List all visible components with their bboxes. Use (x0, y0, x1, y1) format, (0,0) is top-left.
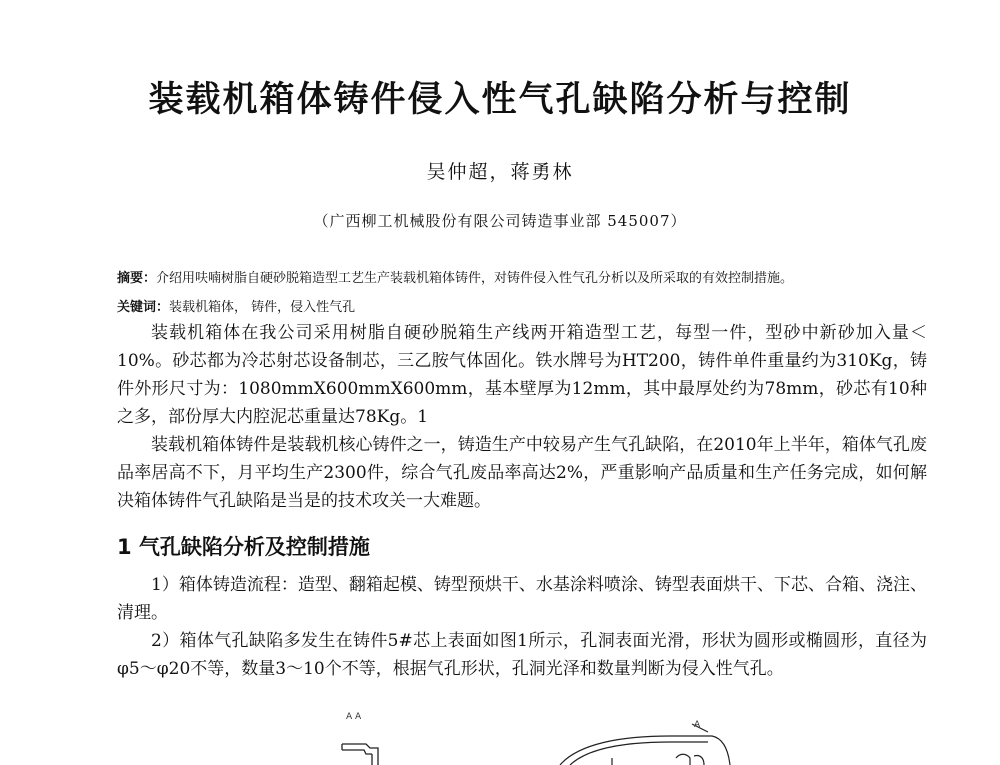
intro-body (117, 319, 927, 515)
part-sketch-right (560, 724, 730, 765)
list-item: 2）箱体气孔缺陷多发生在铸件5#芯上表面如图1所示，孔洞表面光滑，形状为圆形或椭圆形，直径为φ5～φ20不等，数量3～10个不等，根据气孔形状，孔洞光泽和数量判断为侵入性气孔。 (117, 631, 927, 679)
section-body (117, 571, 927, 683)
abstract-text: 介绍用呋喃树脂自硬砂脱箱造型工艺生产装载机箱体铸件，对铸件侵入性气孔分析以及所采取的有效控制措施。 (156, 271, 794, 286)
paper-title: 装载机箱体铸件侵入性气孔缺陷分析与控制 (148, 80, 852, 120)
list-item: 1）箱体铸造流程：造型、翻箱起模、铸型预烘干、水基涂料喷涂、铸型表面烘干、下芯、合箱、浇注、清理。 (117, 575, 927, 623)
affiliation: （广西柳工机械股份有限公司铸造事业部 545007） (313, 212, 687, 230)
figure-1-drawing (320, 706, 740, 765)
paragraph: 装载机箱体铸件是装载机核心铸件之一，铸造生产中较易产生气孔缺陷，在2010年上半年，箱体气孔废品率居高不下，月平均生产2300件，综合气孔废品率高达2%，严重影响产品质量和生产任务完成，如何解决箱体铸件气孔缺陷是当是的技术攻关一大难题。 (117, 435, 927, 511)
figure-label-right: A (694, 720, 701, 730)
authors: 吴仲超，蒋勇林 (426, 161, 574, 183)
keywords-text: 装载机箱体， 铸件，侵入性气孔 (169, 300, 356, 315)
keywords (117, 296, 947, 315)
keywords-label: 关键词： (117, 300, 170, 315)
part-sketch-left (342, 744, 378, 765)
figure-label-left: A A (346, 712, 362, 722)
section-heading: 1 气孔缺陷分析及控制措施 (117, 535, 370, 559)
abstract (117, 267, 947, 286)
abstract-label: 摘要： (117, 271, 157, 286)
paragraph: 装载机箱体在我公司采用树脂自硬砂脱箱生产线两开箱造型工艺，每型一件，型砂中新砂加入量＜10%。砂芯都为冷芯射芯设备制芯，三乙胺气体固化。铁水牌号为HT200，铸件单件重量约为310Kg，铸件外形尺寸为：1080mmX600mmX600mm，基本壁厚为12mm，其中最厚处约为78mm，砂芯有10种之多，部份厚大内腔泥芯重量达78Kg。1 (117, 323, 927, 427)
